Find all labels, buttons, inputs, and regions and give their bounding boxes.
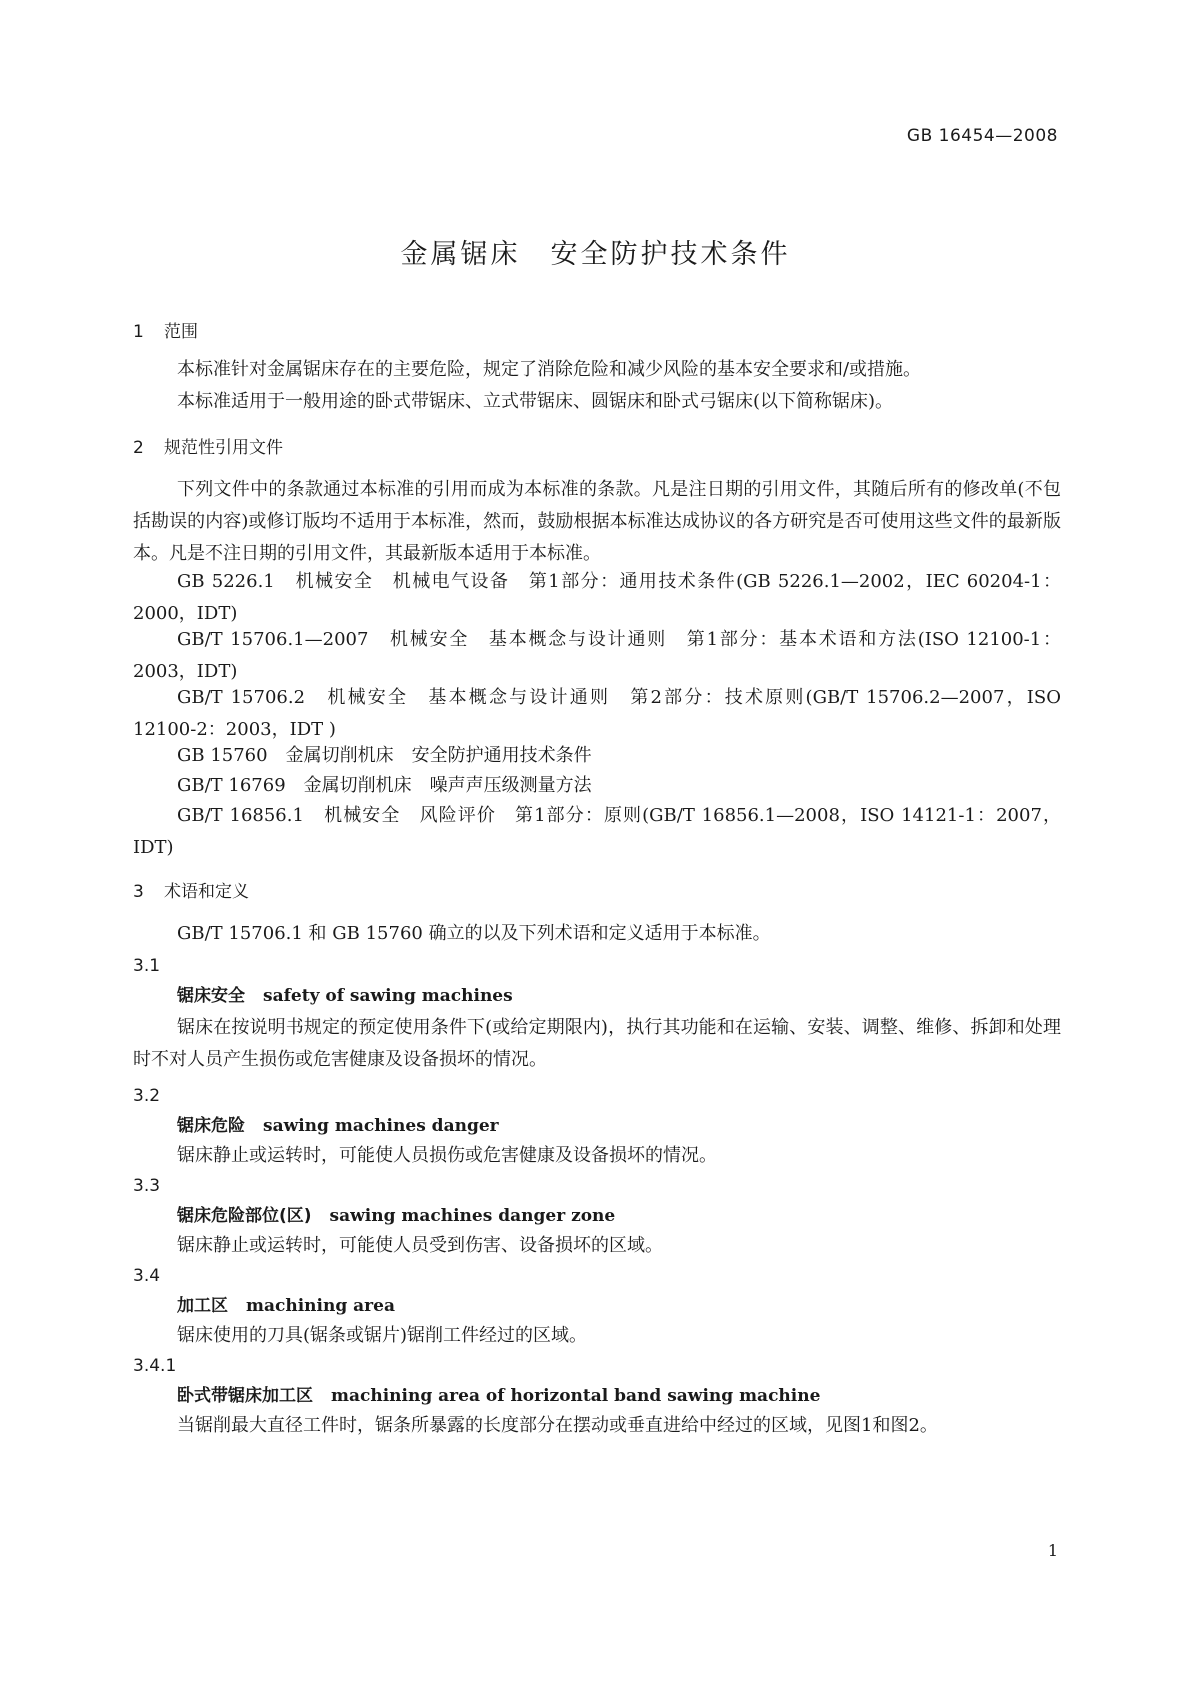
term-english: machining area <box>246 1296 395 1316</box>
term-number: 3.4.1 <box>133 1356 177 1376</box>
term-definition: 锯床静止或运转时，可能使人员受到伤害、设备损坏的区域。 <box>177 1235 663 1256</box>
section-heading-1 <box>133 316 1061 348</box>
standard-code: GB 16454—2008 <box>906 126 1058 146</box>
scope-paragraph-1: 本标准针对金属锯床存在的主要危险，规定了消除危险和减少风险的基本安全要求和/或措施。 <box>177 359 922 380</box>
reference-item: GB/T 16856.1 机械安全 风险评价 第1部分：原则(GB/T 16856.1—2008，ISO 14121-1：2007，IDT) <box>133 805 1061 858</box>
term-chinese: 锯床安全 <box>177 986 245 1006</box>
reference-item: GB/T 16769 金属切削机床 噪声声压级测量方法 <box>177 775 592 796</box>
term-definition: 锯床使用的刀具(锯条或锯片)锯削工件经过的区域。 <box>177 1325 588 1346</box>
reference-item: GB 15760 金属切削机床 安全防护通用技术条件 <box>177 745 592 766</box>
term-number: 3.3 <box>133 1176 161 1196</box>
reference-item: GB/T 15706.2 机械安全 基本概念与设计通则 第2部分：技术原则(GB/T 15706.2—2007，ISO 12100-2：2003，IDT ) <box>133 687 1061 740</box>
section-number: 2 <box>133 438 144 458</box>
section-title: 范围 <box>164 322 198 342</box>
section-title: 术语和定义 <box>164 882 249 902</box>
section-number: 1 <box>133 322 144 342</box>
term-chinese: 加工区 <box>177 1296 228 1316</box>
term-heading <box>133 1200 1105 1232</box>
section-number: 3 <box>133 882 144 902</box>
term-definition: 锯床静止或运转时，可能使人员损伤或危害健康及设备损坏的情况。 <box>177 1145 717 1166</box>
reference-item: GB 5226.1 机械安全 机械电气设备 第1部分：通用技术条件(GB 5226.1—2002，IEC 60204-1：2000，IDT) <box>133 571 1061 624</box>
term-heading <box>133 980 1105 1012</box>
term-chinese: 锯床危险 <box>177 1116 245 1136</box>
terms-intro: GB/T 15706.1 和 GB 15760 确立的以及下列术语和定义适用于本标准。 <box>177 923 771 944</box>
section-heading-3 <box>133 876 1061 908</box>
term-number: 3.4 <box>133 1266 161 1286</box>
term-heading <box>133 1380 1105 1412</box>
term-number: 3.2 <box>133 1086 161 1106</box>
term-english: sawing machines danger zone <box>329 1206 616 1226</box>
term-english: machining area of horizontal band sawing machine <box>331 1386 821 1406</box>
normative-references-intro: 下列文件中的条款通过本标准的引用而成为本标准的条款。凡是注日期的引用文件，其随后所有的修改单(不包括勘误的内容)或修订版均不适用于本标准，然而，鼓励根据本标准达成协议的各方研究是否可使用这些文件的最新版本。凡是不注日期的引用文件，其最新版本适用于本标准。 <box>133 479 1061 564</box>
section-heading-2 <box>133 432 1061 464</box>
term-chinese: 锯床危险部位(区) <box>177 1206 312 1226</box>
page-number: 1 <box>1047 1541 1058 1560</box>
document-title: 金属锯床 安全防护技术条件 <box>400 239 791 270</box>
term-definition: 锯床在按说明书规定的预定使用条件下(或给定期限内)，执行其功能和在运输、安装、调整、维修、拆卸和处理时不对人员产生损伤或危害健康及设备损坏的情况。 <box>133 1017 1061 1070</box>
term-number: 3.1 <box>133 956 161 976</box>
term-chinese: 卧式带锯床加工区 <box>177 1386 313 1406</box>
term-english: safety of sawing machines <box>263 986 513 1006</box>
scope-paragraph-2: 本标准适用于一般用途的卧式带锯床、立式带锯床、圆锯床和卧式弓锯床(以下简称锯床)。 <box>177 391 894 412</box>
term-heading <box>133 1290 1105 1322</box>
term-definition: 当锯削最大直径工件时，锯条所暴露的长度部分在摆动或垂直进给中经过的区域，见图1和图2。 <box>177 1415 938 1436</box>
term-heading <box>133 1110 1105 1142</box>
term-english: sawing machines danger <box>263 1116 499 1136</box>
reference-item: GB/T 15706.1—2007 机械安全 基本概念与设计通则 第1部分：基本术语和方法(ISO 12100-1：2003，IDT) <box>133 629 1061 682</box>
section-title: 规范性引用文件 <box>164 438 283 458</box>
